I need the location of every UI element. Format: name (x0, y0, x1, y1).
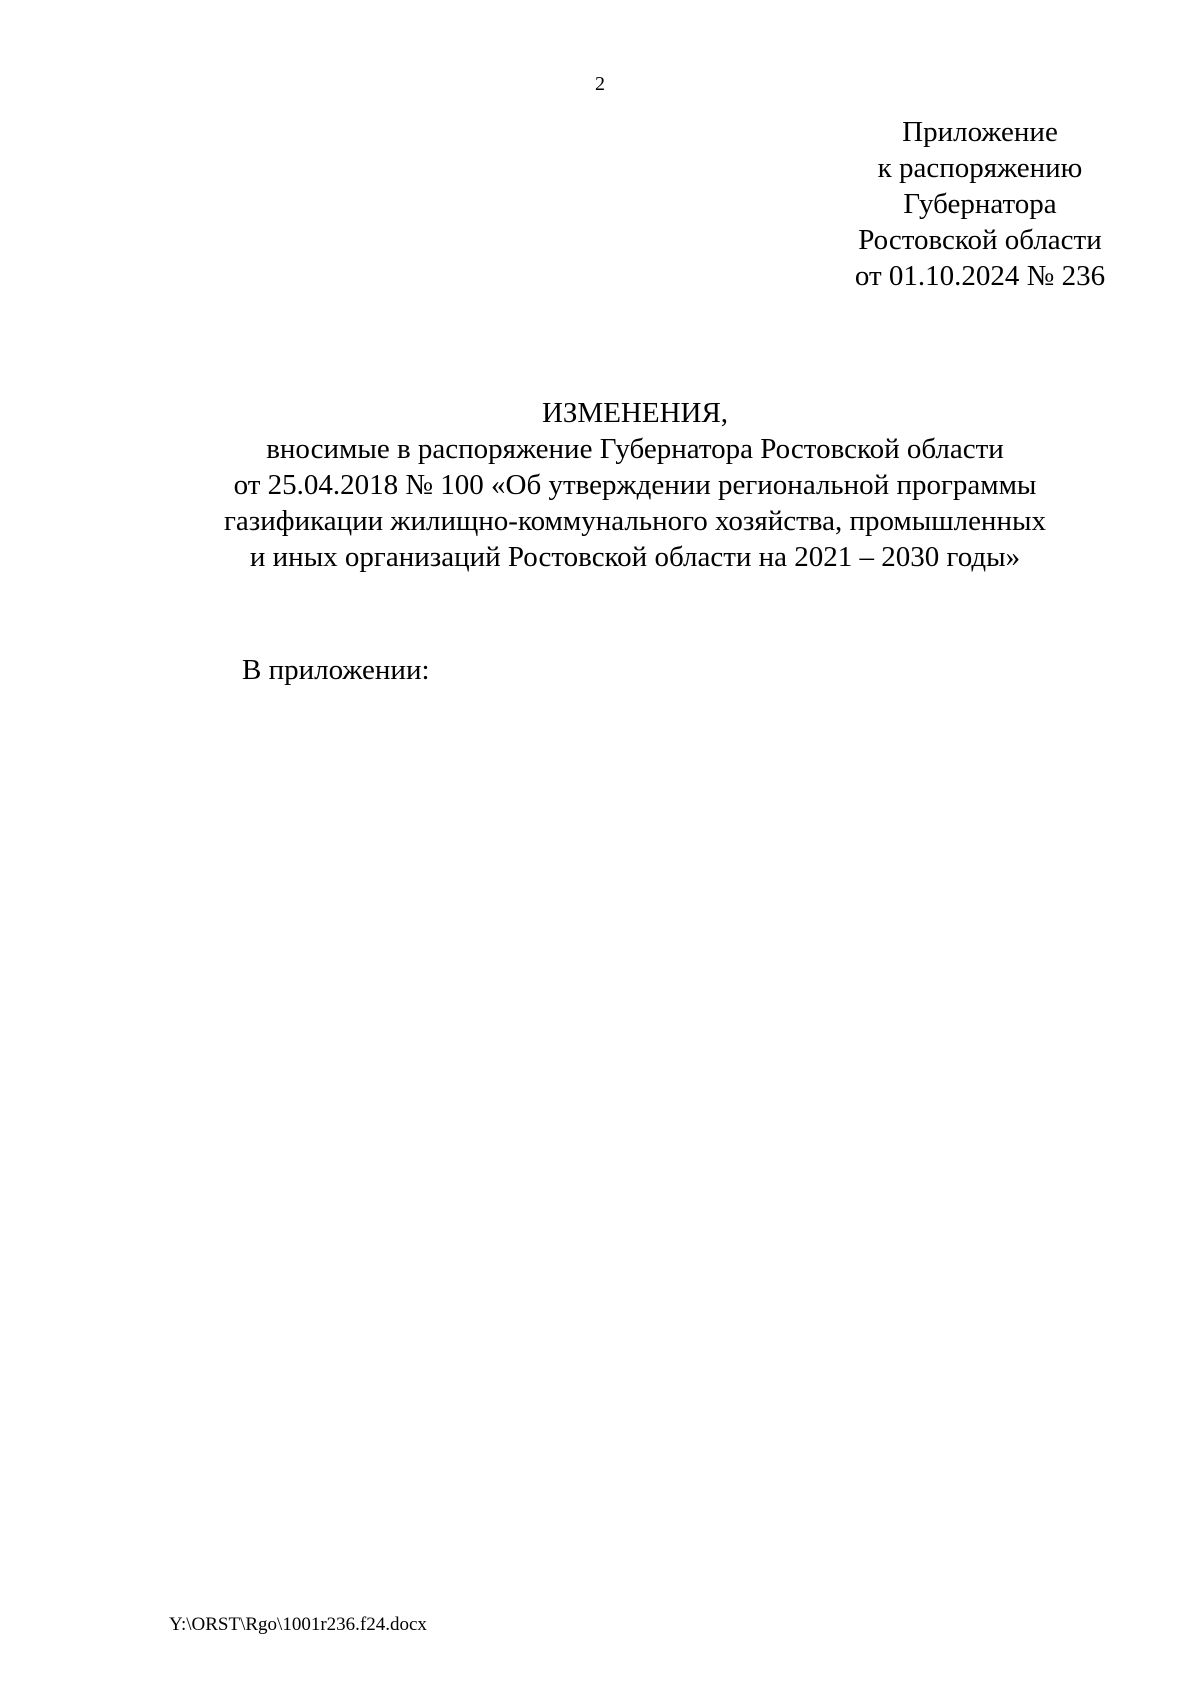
changes-title-block (200, 395, 1070, 575)
page-number: 2 (595, 73, 605, 95)
footer-file-path: Y:\ORST\Rgo\1001r236.f24.docx (169, 1614, 427, 1635)
body-intro-text: В приложении: (242, 654, 430, 686)
appendix-line: Ростовской области (858, 224, 1102, 256)
appendix-reference-block (830, 114, 1130, 294)
changes-subtitle-line: и иных организаций Ростовской области на 2021 – 2030 годы» (249, 541, 1021, 573)
changes-subtitle-line: вносимые в распоряжение Губернатора Ростовской области (266, 433, 1004, 465)
appendix-line: к распоряжению (877, 152, 1083, 184)
appendix-line: Приложение (902, 116, 1058, 148)
changes-subtitle-line: газификации жилищно-коммунального хозяйства, промышленных (224, 505, 1046, 537)
changes-heading: ИЗМЕНЕНИЯ, (541, 397, 729, 429)
appendix-line: Губернатора (903, 188, 1057, 220)
appendix-line: от 01.10.2024 № 236 (854, 260, 1106, 292)
changes-subtitle-line: от 25.04.2018 № 100 «Об утверждении региональной программы (233, 469, 1037, 501)
